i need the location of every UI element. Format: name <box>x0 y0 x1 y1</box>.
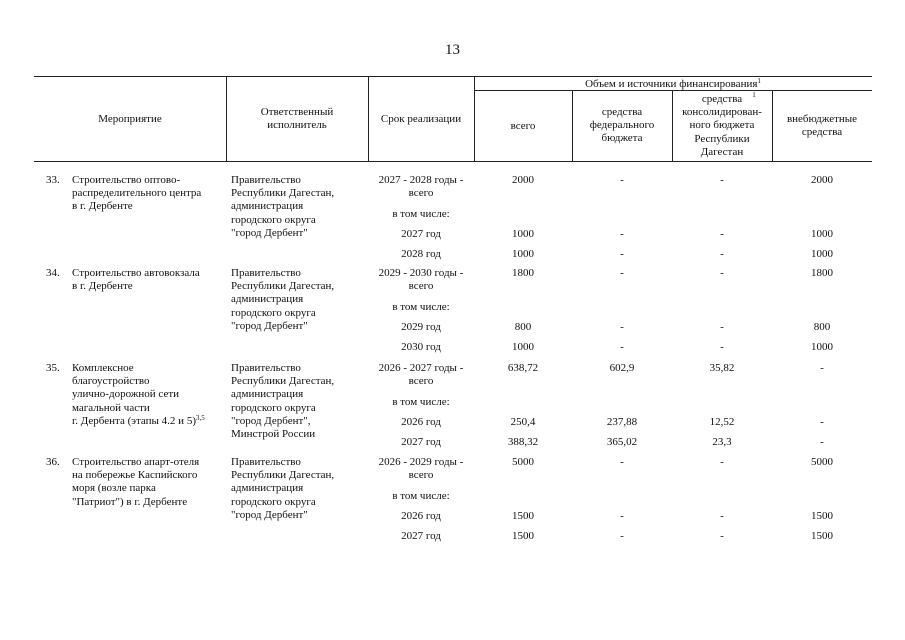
row-number: 33. <box>46 174 60 186</box>
header-period: Срок реализации <box>380 113 462 125</box>
amount-federal: 365,02 <box>606 436 638 448</box>
period-label: 2026 год <box>401 416 441 428</box>
amount-total: 5000 <box>512 456 534 468</box>
amount-total: 2000 <box>512 174 534 186</box>
amount-regional: 12,52 <box>709 416 735 428</box>
amount-federal: - <box>620 321 624 333</box>
amount-total: 800 <box>514 321 532 333</box>
amount-offbudget: 1000 <box>811 341 833 353</box>
period-label: 2028 год <box>401 248 441 260</box>
header-offbudget: внебюджетные средства <box>786 113 858 139</box>
period-label: в том числе: <box>392 301 450 313</box>
amount-offbudget: 2000 <box>811 174 833 186</box>
period-label: 2026 - 2029 годы - всего <box>378 456 464 482</box>
row-number: 35. <box>46 362 60 374</box>
amount-total: 1000 <box>512 248 534 260</box>
executor-name: Правительство Республики Дагестан, администрация городского округа "город Дербент" <box>231 174 335 239</box>
event-name: Строительство автовокзала в г. Дербенте <box>72 267 200 293</box>
period-label: 2027 год <box>401 530 441 542</box>
row-number: 36. <box>46 456 60 468</box>
amount-federal: - <box>620 267 624 279</box>
period-label: в том числе: <box>392 490 450 502</box>
amount-offbudget: 1800 <box>811 267 833 279</box>
header-event: Мероприятие <box>98 113 162 125</box>
amount-regional: - <box>720 510 724 522</box>
amount-regional: - <box>720 321 724 333</box>
header-executor: Ответственный исполнитель <box>260 106 334 132</box>
amount-offbudget: 5000 <box>811 456 833 468</box>
amount-regional: - <box>720 267 724 279</box>
amount-regional: - <box>720 456 724 468</box>
amount-total: 1800 <box>512 267 534 279</box>
amount-federal: - <box>620 248 624 260</box>
amount-federal: - <box>620 341 624 353</box>
executor-name: Правительство Республики Дагестан, администрация городского округа "город Дербент" <box>231 456 335 521</box>
period-label: 2030 год <box>401 341 441 353</box>
period-label: 2029 - 2030 годы - всего <box>378 267 464 293</box>
header-regional-note: 1 <box>752 91 756 99</box>
executor-name: Правительство Республики Дагестан, администрация городского округа "город Дербент" <box>231 267 335 332</box>
amount-offbudget: - <box>820 416 824 428</box>
amount-federal: - <box>620 530 624 542</box>
header-bottom-rule <box>34 161 872 162</box>
event-name: Строительство апарт-отеля на побережье Каспийского моря (возле парка "Патриот") в г. Дербенте <box>72 456 200 508</box>
period-label: в том числе: <box>392 208 450 220</box>
amount-regional: - <box>720 174 724 186</box>
period-label: 2027 - 2028 годы - всего <box>378 174 464 200</box>
header-federal: средства федерального бюджета <box>589 106 655 145</box>
footnote-mark: 1 <box>757 77 761 85</box>
amount-total: 388,32 <box>507 436 539 448</box>
row-number: 34. <box>46 267 60 279</box>
amount-total: 1500 <box>512 510 534 522</box>
amount-regional: - <box>720 228 724 240</box>
amount-federal: 602,9 <box>609 362 635 374</box>
period-label: в том числе: <box>392 396 450 408</box>
amount-federal: - <box>620 456 624 468</box>
amount-offbudget: - <box>820 362 824 374</box>
amount-total: 1000 <box>512 228 534 240</box>
period-label: 2027 год <box>401 436 441 448</box>
header-top-rule <box>34 76 872 77</box>
amount-offbudget: 800 <box>813 321 831 333</box>
period-label: 2029 год <box>401 321 441 333</box>
amount-total: 1500 <box>512 530 534 542</box>
header-regional: средства консолидирован- ного бюджета Республики Дагестан <box>682 93 762 158</box>
amount-total: 638,72 <box>507 362 539 374</box>
amount-regional: - <box>720 248 724 260</box>
amount-total: 250,4 <box>510 416 536 428</box>
amount-offbudget: - <box>820 436 824 448</box>
amount-federal: - <box>620 228 624 240</box>
amount-regional: - <box>720 341 724 353</box>
amount-offbudget: 1500 <box>811 530 833 542</box>
event-name: Строительство оптово- распределительного центра в г. Дербенте <box>72 174 202 213</box>
header-funding-group: Объем и источники финансирования$^1$ <box>585 77 761 90</box>
header-total: всего <box>510 120 536 132</box>
executor-name: Правительство Республики Дагестан, администрация городского округа "город Дербент", Минстрой России <box>231 362 335 441</box>
period-label: 2026 - 2027 годы - всего <box>378 362 464 388</box>
page-number: 13 <box>445 42 460 58</box>
amount-total: 1000 <box>512 341 534 353</box>
amount-offbudget: 1500 <box>811 510 833 522</box>
amount-offbudget: 1000 <box>811 228 833 240</box>
amount-federal: - <box>620 174 624 186</box>
amount-offbudget: 1000 <box>811 248 833 260</box>
footnote-mark: 3,5 <box>195 413 205 422</box>
amount-regional: 35,82 <box>709 362 735 374</box>
period-label: 2027 год <box>401 228 441 240</box>
amount-regional: 23,3 <box>712 436 732 448</box>
period-label: 2026 год <box>401 510 441 522</box>
amount-federal: - <box>620 510 624 522</box>
event-name: Комплексное благоустройство улично-дорожной сети магальной части г. Дербента (этапы 4.2 и 5)$^{3,5}$ <box>72 362 205 427</box>
amount-regional: - <box>720 530 724 542</box>
amount-federal: 237,88 <box>606 416 638 428</box>
